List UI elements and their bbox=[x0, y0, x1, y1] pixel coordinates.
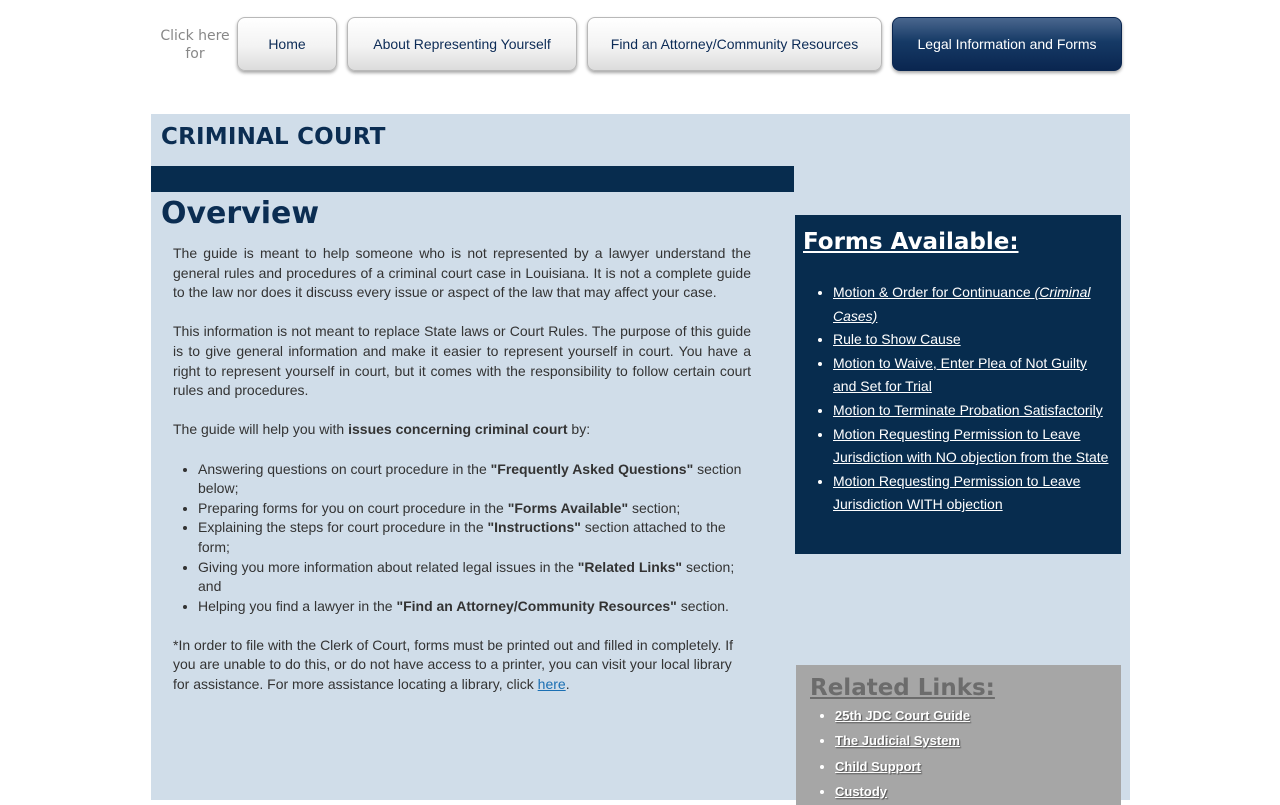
nav-legal-info-label: Legal Information and Forms bbox=[917, 36, 1097, 52]
nav-home-button[interactable] bbox=[237, 17, 337, 71]
related-link-custody[interactable]: Custody bbox=[835, 784, 887, 800]
list-item bbox=[198, 597, 751, 617]
list-item-text: Helping you find a lawyer in the bbox=[198, 597, 397, 614]
related-link-child-support[interactable]: Child Support bbox=[835, 758, 921, 774]
list-item bbox=[198, 499, 751, 519]
paragraph-text: The guide will help you with bbox=[173, 421, 349, 438]
list-item-emphasis: "Instructions" bbox=[487, 519, 581, 536]
related-links-box bbox=[796, 665, 1121, 805]
nav-legal-information-forms-button[interactable] bbox=[892, 17, 1122, 71]
click-here-label: Click here for bbox=[160, 28, 230, 62]
list-item-emphasis: "Find an Attorney/Community Resources" bbox=[396, 597, 677, 614]
list-item-text: section. bbox=[676, 597, 729, 614]
list-item bbox=[833, 423, 1113, 470]
nav-about-representing-yourself-button[interactable] bbox=[347, 17, 577, 71]
related-link-court-guide[interactable]: 25th JDC Court Guide bbox=[835, 708, 971, 723]
nav-find-attorney-button[interactable] bbox=[587, 17, 882, 71]
list-item bbox=[835, 779, 1107, 804]
paragraph-text: by: bbox=[567, 421, 591, 438]
list-item bbox=[198, 558, 751, 597]
list-item-text: Answering questions on court procedure in the bbox=[198, 460, 491, 477]
guide-purpose-list bbox=[173, 460, 751, 617]
form-link-text: Motion & Order for Continuance bbox=[833, 284, 1035, 300]
list-item-text: Giving you more information about related legal issues in the bbox=[198, 558, 578, 575]
form-link-rule-to-show-cause[interactable]: Rule to Show Cause bbox=[833, 331, 961, 348]
overview-heading: Overview bbox=[161, 196, 320, 231]
title-divider-bar bbox=[151, 166, 794, 192]
list-item-text: Explaining the steps for court procedure in the bbox=[198, 519, 488, 536]
note-text: . bbox=[565, 676, 570, 693]
form-link-terminate-probation[interactable]: Motion to Terminate Probation Satisfactorily bbox=[833, 401, 1103, 418]
list-item bbox=[835, 728, 1107, 753]
overview-paragraph-2: This information is not meant to replace State laws or Court Rules. The purpose of this guide is to give general information and make it easier to represent yourself in court. You have a right to represent yourself in court, but it comes with the responsibility to follow certain court rules and procedures. bbox=[173, 323, 751, 399]
list-item-text: section below; bbox=[198, 460, 742, 497]
form-link-italic-text: (Criminal Cases) bbox=[833, 284, 1091, 324]
list-item bbox=[835, 703, 1107, 728]
list-item-text: section; and bbox=[198, 558, 735, 595]
main-panel bbox=[151, 114, 1130, 800]
forms-available-heading: Forms Available: bbox=[803, 229, 1019, 255]
list-item bbox=[833, 352, 1113, 399]
forms-available-box bbox=[795, 215, 1121, 554]
overview-paragraph-3 bbox=[173, 420, 751, 440]
list-item bbox=[833, 328, 1113, 352]
list-item bbox=[835, 754, 1107, 779]
list-item-emphasis: "Frequently Asked Questions" bbox=[490, 460, 694, 477]
printing-note bbox=[173, 636, 751, 695]
list-item bbox=[198, 460, 751, 499]
form-link-leave-jurisdiction-with-objection[interactable]: Motion Requesting Permission to Leave Jurisdiction WITH objection bbox=[833, 472, 1081, 513]
nav-find-attorney-label: Find an Attorney/Community Resources bbox=[610, 36, 859, 52]
nav-about-label: About Representing Yourself bbox=[373, 36, 551, 52]
list-item bbox=[833, 470, 1113, 517]
list-item bbox=[833, 399, 1113, 423]
page-title: CRIMINAL COURT bbox=[161, 124, 386, 150]
list-item bbox=[833, 281, 1113, 328]
list-item-emphasis: "Forms Available" bbox=[507, 499, 629, 516]
overview-paragraph-1: The guide is meant to help someone who is not represented by a lawyer understand the general rules and procedures of a criminal court case in Louisiana. It is not a complete guide to the law nor does it discuss every issue or aspect of the law that may affect your case. bbox=[173, 245, 751, 301]
form-link-leave-jurisdiction-no-objection[interactable]: Motion Requesting Permission to Leave Jurisdiction with NO objection from the State bbox=[833, 425, 1109, 466]
library-here-link[interactable]: here bbox=[537, 676, 566, 693]
related-links-list bbox=[810, 703, 1107, 805]
related-links-heading: Related Links: bbox=[810, 675, 995, 701]
list-item-text: section attached to the form; bbox=[198, 519, 726, 555]
list-item bbox=[198, 518, 751, 557]
form-link-continuance[interactable] bbox=[833, 284, 1091, 324]
list-item-text: section; bbox=[628, 499, 681, 516]
related-link-judicial-system[interactable]: The Judicial System bbox=[835, 733, 960, 749]
nav-home-label: Home bbox=[268, 36, 306, 52]
paragraph-emphasis: issues concerning criminal court bbox=[348, 421, 568, 438]
overview-content bbox=[173, 244, 751, 714]
form-link-waive-plea[interactable]: Motion to Waive, Enter Plea of Not Guilty and Set for Trial bbox=[833, 354, 1087, 395]
list-item-text: Preparing forms for you on court procedure in the bbox=[198, 499, 508, 516]
list-item-emphasis: "Related Links" bbox=[577, 558, 683, 575]
note-text: *In order to file with the Clerk of Court, forms must be printed out and filled in completely. If you are unable to do this, or do not have access to a printer, you can visit your local library for assistance. For more assistance locating a library, click bbox=[173, 636, 733, 693]
forms-list bbox=[803, 281, 1113, 517]
